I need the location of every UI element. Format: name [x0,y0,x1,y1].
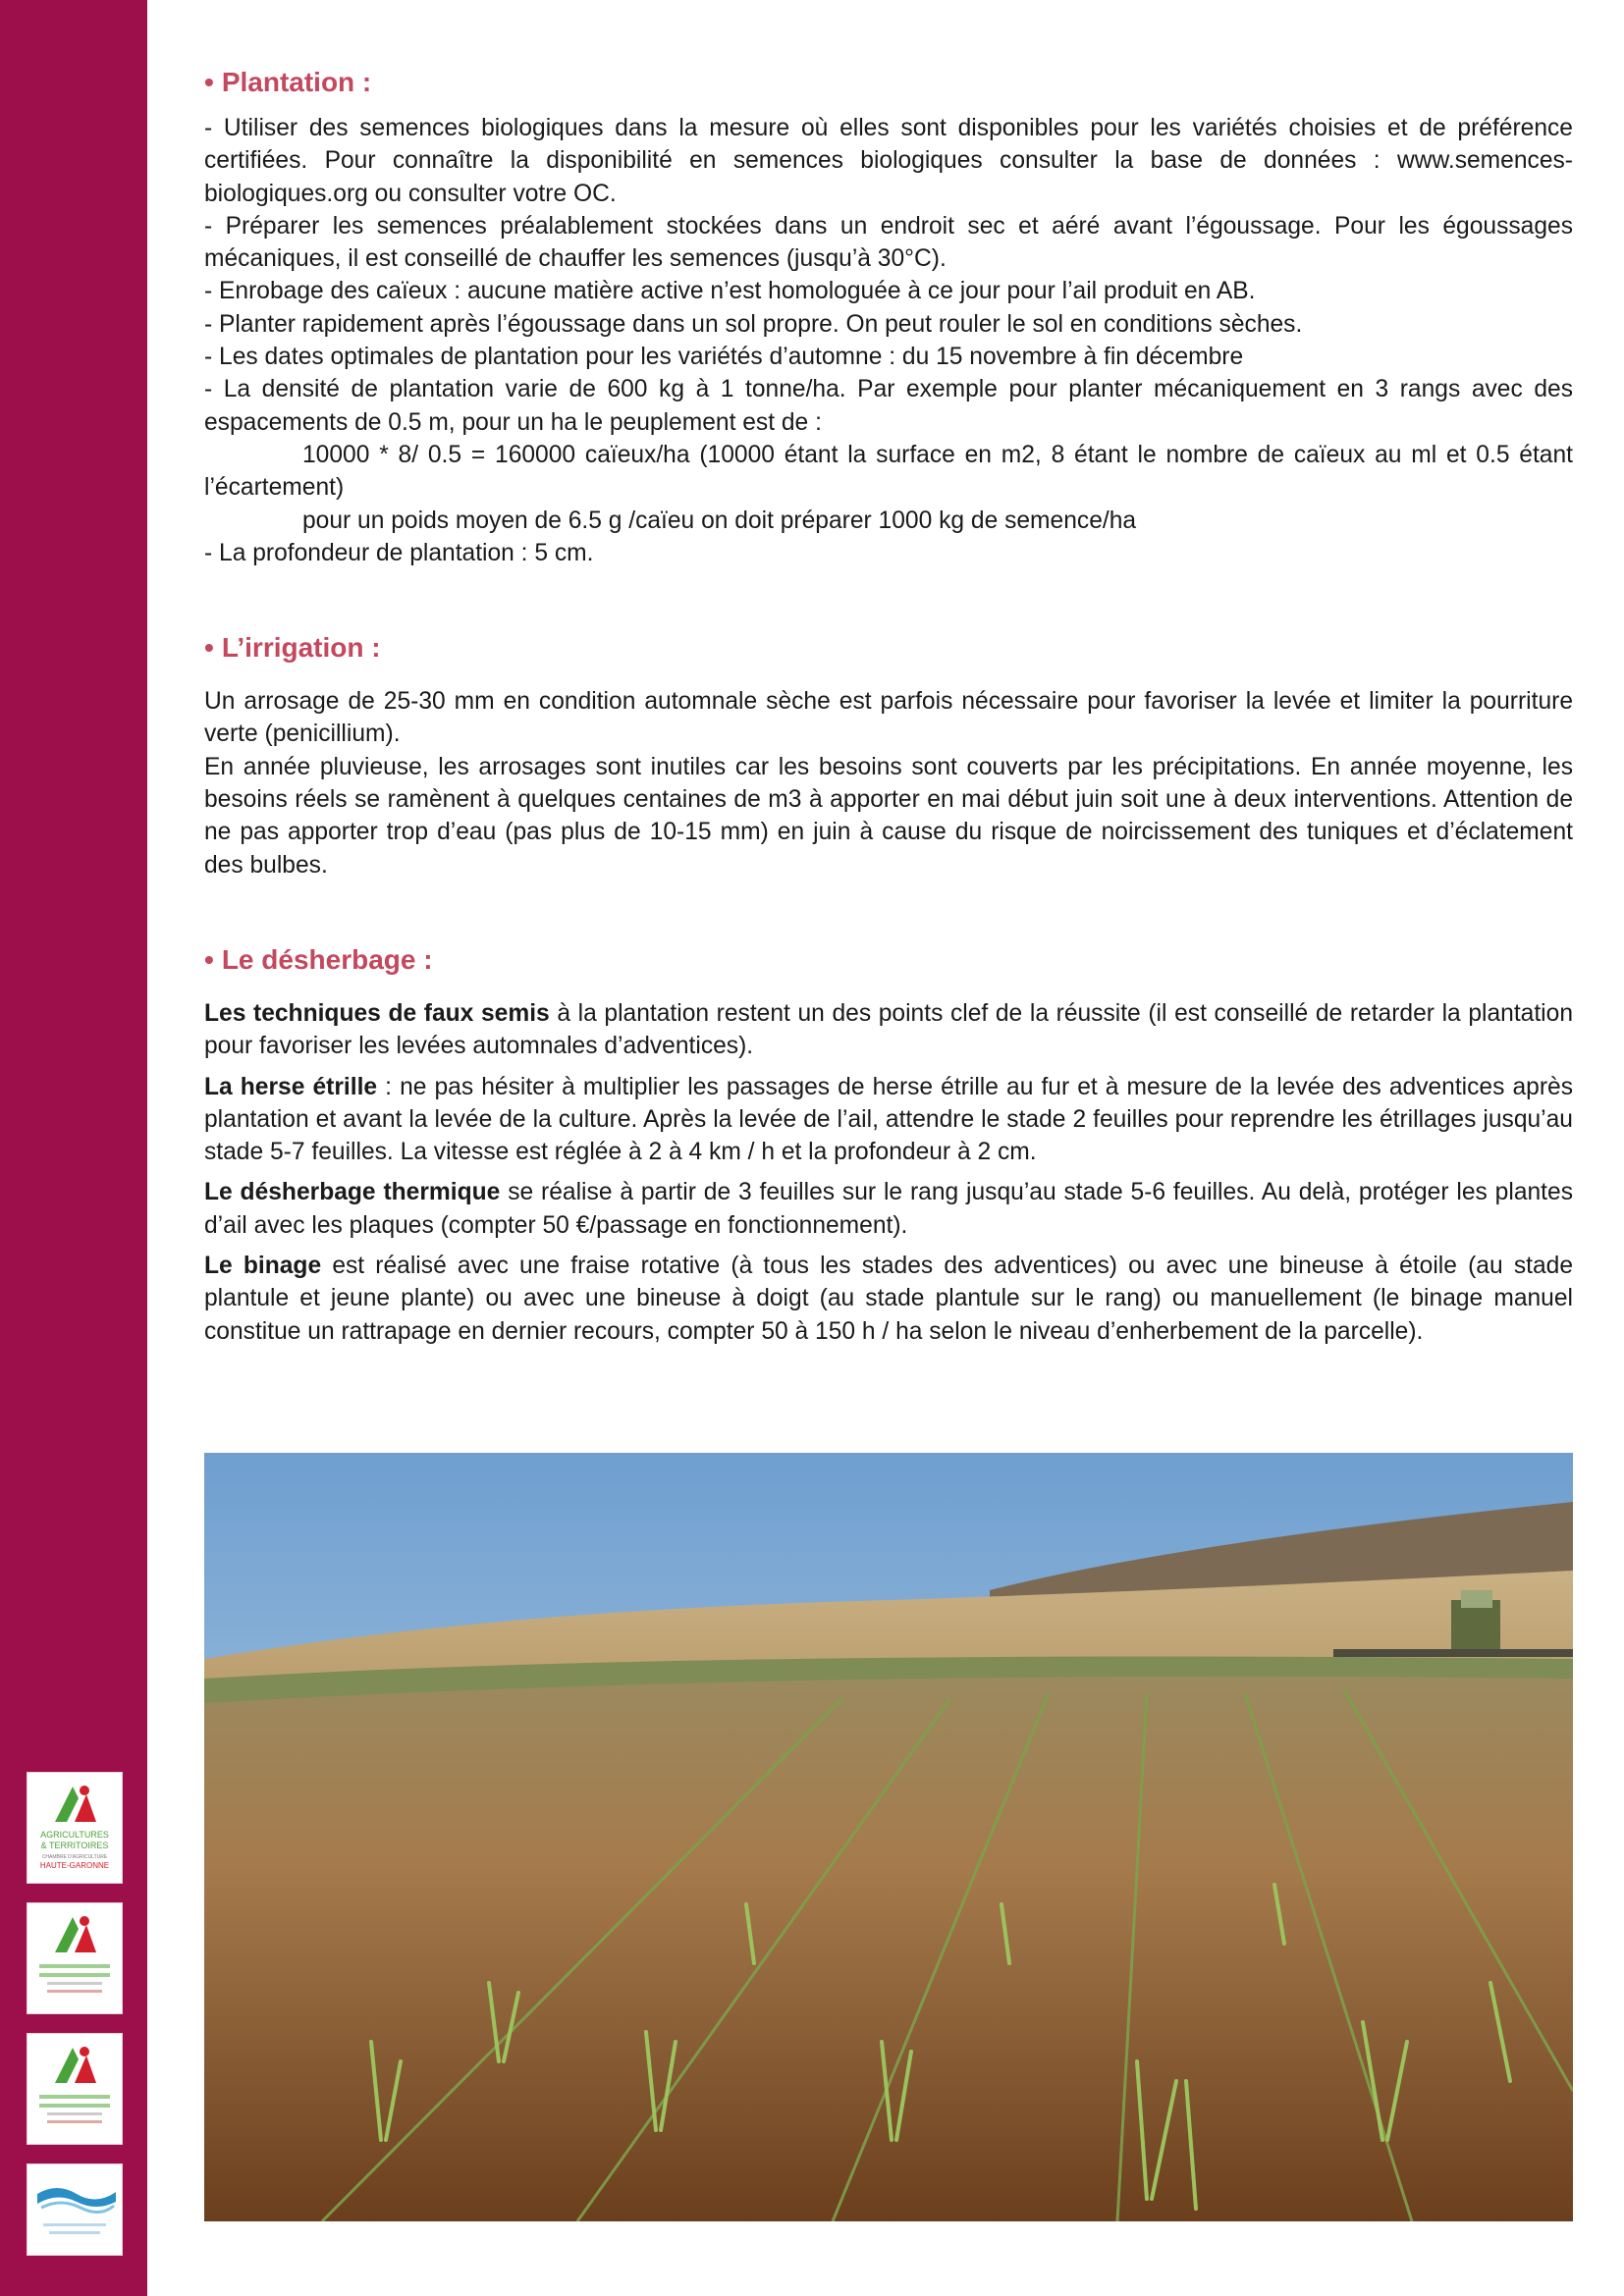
main-content [204,59,1573,1348]
plantation-calculation: 10000 * 8/ 0.5 = 160000 caïeux/ha (10000 étant la surface en m2, 8 étant le nombre de caïeux au ml et 0.5 étant l’écartement) [204,441,1573,502]
desherbage-thermique-lead: Le désherbage thermique [204,1179,501,1206]
plantation-line-6: - La densité de plantation varie de 600 kg à 1 tonne/ha. Par exemple pour planter mécaniquement en 3 rangs avec des espacements de 0.5 m, pour un ha le peuplement est de : [204,376,1573,436]
plantation-depth: - La profondeur de plantation : 5 cm. [204,539,594,566]
bullet-icon: • [204,943,214,975]
logo1-line-3: CHAMBRE D'AGRICULTURE [41,1854,108,1860]
agriculture-logo-icon [27,1903,122,2013]
plantation-line-5: - Les dates optimales de plantation pour les variétés d’automne : du 15 novembre à fin décembre [204,344,1244,371]
desherbage-binage-lead: Le binage [204,1253,322,1280]
plantation-seed-weight: pour un poids moyen de 6.5 g /caïeu on doit préparer 1000 kg de semence/ha [302,507,1137,534]
logo1-line-2: & TERRITOIRES [40,1841,109,1850]
chambre-agriculture-logo-icon [27,1773,122,1883]
irrigation-paragraph-2: En année pluvieuse, les arrosages sont inutiles car les besoins sont couverts par les précipitations. En année moyenne, les besoins réels se ramènent à quelques centaines de m3 à apporter en mai début juin soit une à deux interventions. Attention de ne pas apporter trop d’eau (pas plus de 10-15 mm) en juin à cause du risque de noircissement des tuniques et d’éclatement des bulbes. [204,753,1573,879]
desherbage-herse-etrille-lead: La herse étrille [204,1073,378,1100]
plantation-line-4: - Planter rapidement après l’égoussage dans un sol propre. On peut rouler le sol en conditions sèches. [204,310,1303,338]
plantation-line-3: - Enrobage des caïeux : aucune matière active n’est homologuée à ce jour pour l’ail produit en AB. [204,278,1256,305]
plantation-line-1: - Utiliser des semences biologiques dans la mesure où elles sont disponibles pour les variétés choisies et de préférence certifiées. Pour connaître la disponibilité en semences biologiques consulter la base de données : www.semences-biologiques.org ou consulter votre OC. [204,115,1573,207]
desherbage-faux-semis [204,997,1573,1063]
desherbage-faux-semis-text: à la plantation restent un des points clef de la réussite (il est conseillé de retarder la plantation pour favoriser les levées automnales d’adventices). [204,999,1573,1060]
garlic-field-photo [204,1453,1573,2221]
irrigation-paragraph-1: Un arrosage de 25-30 mm en condition automnale sèche est parfois nécessaire pour favoriser la levée et limiter la pourriture verte (penicillium). [204,688,1573,748]
logo-chambre-agriculture-haute-garonne [27,1772,123,1884]
logo-partner-3 [27,2033,123,2145]
logo-partner-4 [27,2163,123,2256]
desherbage-binage-text: est réalisé avec une fraise rotative (à tous les stades des adventices) ou avec une bineuse à étoile (au stade plantule et jeune plante) ou avec une bineuse à doigt (au stade plantule sur le rang) ou manuellement (le binage manuel constitue un rattrapage en dernier recours, compter 50 à 150 h / ha selon le niveau d’enherbement de la parcelle). [204,1253,1574,1345]
field-photo-illustration [204,1453,1573,2221]
plantation-line-2: - Préparer les semences préalablement stockées dans un endroit sec et aéré avant l’égoussage. Pour les égoussages mécaniques, il est conseillé de chauffer les semences (jusqu’à 30°C). [204,212,1573,273]
heading-irrigation: • L’irrigation : [204,632,381,664]
logo1-line-1: AGRICULTURES [40,1830,109,1840]
bullet-icon: • [204,67,214,97]
heading-desherbage: • Le désherbage : [204,943,433,975]
bullet-icon: • [204,632,214,664]
logo1-line-4: HAUTE-GARONNE [39,1861,110,1870]
desherbage-herse-etrille [204,1071,1573,1169]
desherbage-binage [204,1250,1573,1348]
desherbage-thermique-text: se réalise à partir de 3 feuilles sur le rang jusqu’au stade 5-6 feuilles. Au delà, protéger les plantes d’ail avec les plaques (compter 50 €/passage en fonctionnement). [204,1179,1573,1239]
desherbage-faux-semis-lead: Les techniques de faux semis [204,999,550,1027]
water-wave-logo-icon [27,2164,122,2255]
desherbage-herse-etrille-text: : ne pas hésiter à multiplier les passages de herse étrille au fur et à mesure de la levée des adventices après plantation et avant la levée de la culture. Après la levée de l’ail, attendre le stade 2 feuilles pour reprendre les étrillages jusqu’au stade 5-7 feuilles. La vitesse est réglée à 2 à 4 km / h et la profondeur à 2 cm. [204,1073,1573,1166]
agriculture-logo-icon [27,2034,122,2144]
logo-partner-2 [27,1902,123,2014]
desherbage-thermique [204,1176,1573,1242]
heading-plantation: • Plantation : [204,67,372,97]
